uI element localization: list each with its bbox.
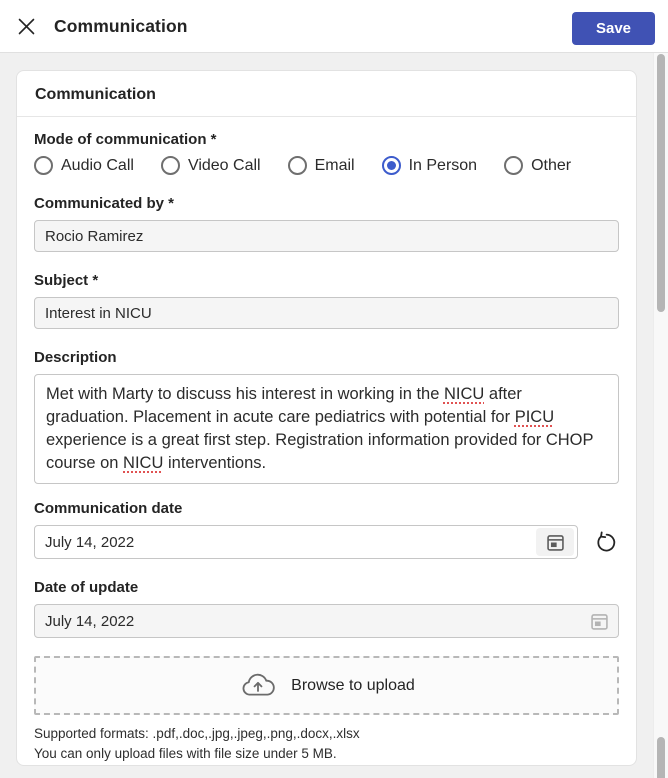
undo-icon[interactable] [593, 529, 619, 555]
description-label: Description [34, 349, 117, 366]
date-of-update-value: July 14, 2022 [45, 612, 135, 630]
date-of-update-label: Date of update [34, 579, 139, 596]
radio-icon [382, 156, 401, 175]
communication-date-value: July 14, 2022 [45, 533, 135, 551]
radio-option-video-call[interactable] [161, 156, 261, 175]
mode-of-communication-label: Mode of communication * [34, 131, 217, 148]
radio-icon [161, 156, 180, 175]
communicated-by-label: Communicated by * [34, 195, 175, 212]
radio-option-label: Other [531, 156, 572, 174]
date-of-update-field [34, 604, 619, 638]
communicated-by-field: Rocio Ramirez [34, 220, 619, 252]
scrollbar-thumb-bottom[interactable] [657, 737, 665, 778]
scrollbar-thumb[interactable] [657, 54, 665, 312]
radio-icon [34, 156, 53, 175]
mode-radio-group [34, 156, 619, 175]
subject-label: Subject * [34, 272, 99, 289]
calendar-icon-disabled [589, 611, 610, 632]
radio-option-in-person[interactable] [382, 156, 477, 175]
communication-date-label: Communication date [34, 500, 183, 517]
radio-option-email[interactable] [288, 156, 355, 175]
file-size-hint: You can only upload files with file size under 5 MB. [34, 745, 337, 761]
calendar-icon[interactable] [536, 528, 574, 556]
radio-option-label: Email [314, 156, 355, 174]
upload-cloud-icon [238, 672, 278, 700]
radio-icon [288, 156, 307, 175]
dialog-header [0, 0, 668, 53]
subject-field: Interest in NICU [34, 297, 619, 329]
supported-formats-hint: Supported formats: .pdf,.doc,.jpg,.jpeg,.png,.docx,.xlsx [34, 726, 360, 741]
close-icon[interactable] [10, 10, 42, 42]
vertical-scrollbar[interactable] [653, 53, 668, 778]
communication-form-card [16, 70, 637, 766]
description-textarea[interactable]: Met with Marty to discuss his interest in working in the NICU after graduation. Placement in acute care pediatrics with potential for PICU experience is a great first step. Registration information provided for CHOP course on NICU interventions. [34, 374, 619, 484]
radio-option-other[interactable] [504, 156, 571, 175]
radio-option-label: In Person [408, 156, 478, 174]
communication-date-field[interactable] [34, 525, 578, 559]
radio-icon [504, 156, 523, 175]
card-title: Communication [17, 71, 636, 117]
browse-to-upload-label: Browse to upload [291, 676, 415, 694]
browse-to-upload-button[interactable] [34, 656, 619, 715]
radio-option-audio-call[interactable] [34, 156, 134, 175]
page-title: Communication [54, 15, 188, 36]
radio-option-label: Audio Call [61, 156, 134, 174]
save-button[interactable]: Save [572, 12, 655, 45]
radio-option-label: Video Call [187, 156, 261, 174]
